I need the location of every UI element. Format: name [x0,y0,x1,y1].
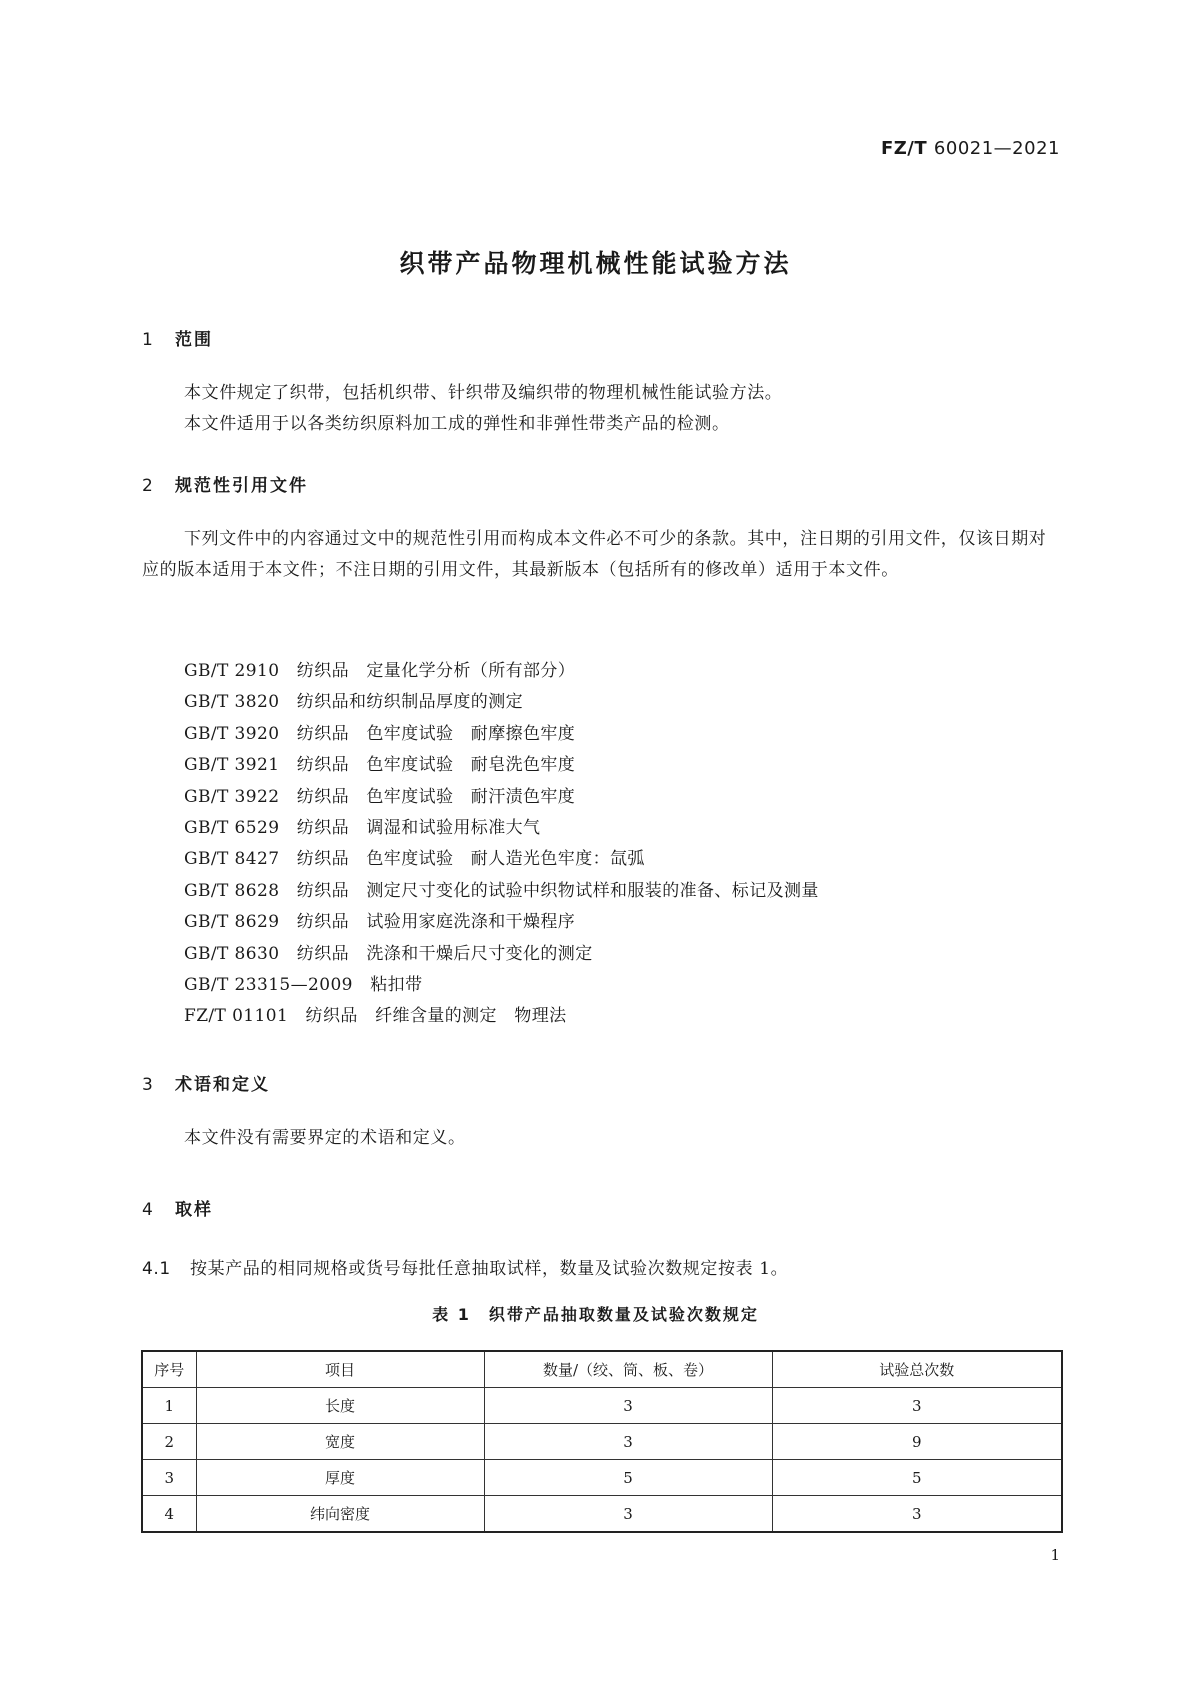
header-cell: 数量/（绞、筒、板、卷） [484,1351,772,1388]
table-cell: 纬向密度 [196,1496,484,1533]
clause-4-1 [142,1254,788,1279]
table-cell: 1 [142,1388,196,1424]
standard-code [881,138,1060,159]
table-cell: 3 [484,1496,772,1533]
reference-item: GB/T 8630 纺织品 洗涤和干燥后尺寸变化的测定 [184,943,593,964]
clause-text: 按某产品的相同规格或货号每批任意抽取试样，数量及试验次数规定按表 1。 [190,1259,789,1279]
header-cell: 序号 [142,1351,196,1388]
section-number: 2 [142,476,155,496]
standard-code-number: 60021—2021 [933,138,1060,159]
section-title: 术语和定义 [175,1075,270,1095]
standard-code-prefix: FZ/T [880,138,928,159]
section-title: 取样 [175,1200,213,1220]
table-cell: 3 [772,1388,1062,1424]
table-cell: 5 [484,1460,772,1496]
section-title: 范围 [175,330,213,350]
section-heading-terms [142,1070,270,1095]
table-cell: 9 [772,1424,1062,1460]
reference-item: GB/T 2910 纺织品 定量化学分析（所有部分） [184,661,576,681]
section-heading-scope [142,325,213,350]
section-heading-sampling [142,1195,213,1220]
clause-number: 4.1 [142,1259,171,1279]
section-number: 4 [142,1200,155,1220]
section-title: 规范性引用文件 [175,476,308,496]
header-cell: 试验总次数 [772,1351,1062,1388]
reference-item: FZ/T 01101 纺织品 纤维含量的测定 物理法 [184,1006,567,1027]
page-number: 1 [1050,1546,1060,1564]
paragraph: 本文件适用于以各类纺织原料加工成的弹性和非弹性带类产品的检测。 [184,414,730,434]
section-number: 1 [142,330,155,350]
reference-item: GB/T 8628 纺织品 测定尺寸变化的试验中织物试样和服装的准备、标记及测量 [184,880,819,901]
table-cell: 3 [142,1460,196,1496]
table-cell: 长度 [196,1388,484,1424]
table-cell: 厚度 [196,1460,484,1496]
table-cell: 4 [142,1496,196,1533]
reference-item: GB/T 6529 纺织品 调湿和试验用标准大气 [184,818,541,839]
table-header-row [142,1351,1062,1388]
table-cell: 3 [772,1496,1062,1533]
table-cell: 3 [484,1424,772,1460]
reference-list [184,656,819,1033]
paragraph: 本文件没有需要界定的术语和定义。 [184,1128,466,1148]
paragraph: 下列文件中的内容通过文中的规范性引用而构成本文件必不可少的条款。其中，注日期的引用文件，仅该日期对应的版本适用于本文件；不注日期的引用文件，其最新版本（包括所有的修改单）适用于本文件。 [142,529,1047,580]
reference-item: GB/T 8629 纺织品 试验用家庭洗涤和干燥程序 [184,912,576,933]
section-heading-normative-references [142,471,308,496]
reference-item: GB/T 3921 纺织品 色牢度试验 耐皂洗色牢度 [184,755,576,776]
paragraph: 本文件规定了织带，包括机织带、针织带及编织带的物理机械性能试验方法。 [184,383,783,403]
document-title: 织带产品物理机械性能试验方法 [399,249,792,278]
reference-item: GB/T 23315—2009 粘扣带 [184,975,423,996]
sampling-table [141,1350,1063,1533]
table-row [142,1460,1062,1496]
reference-item: GB/T 3922 纺织品 色牢度试验 耐汗渍色牢度 [184,786,576,807]
reference-item: GB/T 3920 纺织品 色牢度试验 耐摩擦色牢度 [184,723,576,744]
table-row [142,1496,1062,1533]
reference-item: GB/T 3820 纺织品和纺织制品厚度的测定 [184,692,524,713]
table-cell: 3 [484,1388,772,1424]
header-cell: 项目 [196,1351,484,1388]
reference-item: GB/T 8427 纺织品 色牢度试验 耐人造光色牢度：氙弧 [184,849,645,870]
table-row [142,1424,1062,1460]
table-cell: 2 [142,1424,196,1460]
table-caption: 表 1 织带产品抽取数量及试验次数规定 [432,1305,759,1324]
table-cell: 5 [772,1460,1062,1496]
section-number: 3 [142,1075,155,1095]
table-cell: 宽度 [196,1424,484,1460]
table-row [142,1388,1062,1424]
